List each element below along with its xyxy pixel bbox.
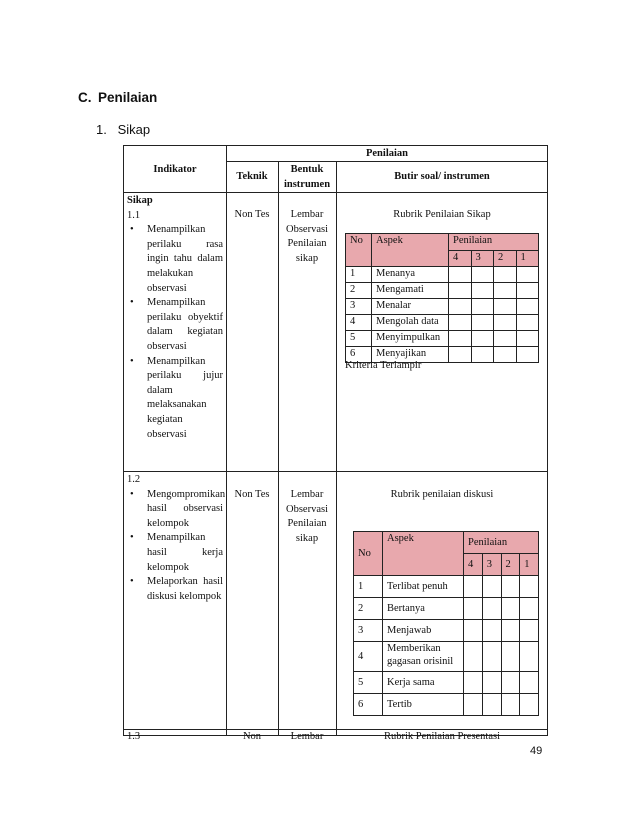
score-cell <box>482 672 501 694</box>
rubric-header-penilaian: Penilaian <box>464 532 539 554</box>
teknik-cell: Non Tes <box>234 209 270 220</box>
score-cell <box>471 283 494 299</box>
score-cell <box>464 694 483 716</box>
score-cell <box>494 299 517 315</box>
score-4: 4 <box>449 251 472 267</box>
score-cell <box>520 576 539 598</box>
rubric-aspek: Kerja sama <box>383 672 464 694</box>
rubric-no: 4 <box>354 642 383 672</box>
rubric-no: 3 <box>346 299 372 315</box>
score-cell <box>501 672 520 694</box>
bentuk-cell: Lembar Observasi Penilaian sikap <box>286 489 328 544</box>
rubric-no: 2 <box>346 283 372 299</box>
rubric-aspek: Menyimpulkan <box>372 331 449 347</box>
score-cell <box>449 315 472 331</box>
bentuk-cell: Lembar <box>290 731 324 742</box>
score-3: 3 <box>471 251 494 267</box>
rubric-title: Rubrik penilaian diskusi <box>390 489 494 500</box>
indikator-item: • Mengompromikan hasil observasi kelompok <box>127 488 223 532</box>
teknik-cell: Non Tes <box>234 489 270 500</box>
section-heading <box>78 90 157 105</box>
subsection-heading <box>96 122 150 137</box>
rubric-no: 4 <box>346 315 372 331</box>
bentuk-cell: Lembar Observasi Penilaian sikap <box>286 209 328 264</box>
rubric-header-penilaian: Penilaian <box>449 234 539 251</box>
rubric-aspek: Mengamati <box>372 283 449 299</box>
rubric-table-diskusi <box>353 531 539 716</box>
rubric-no: 1 <box>346 267 372 283</box>
score-cell <box>501 694 520 716</box>
score-cell <box>520 672 539 694</box>
score-cell <box>520 694 539 716</box>
score-cell <box>471 315 494 331</box>
indikator-code: 1.1 <box>127 209 141 221</box>
column-divider <box>226 146 227 736</box>
score-cell <box>464 620 483 642</box>
score-cell <box>464 598 483 620</box>
score-cell <box>471 331 494 347</box>
sikap-label: Sikap <box>127 195 153 206</box>
indikator-item: • Menampilkan hasil kerja kelompok <box>127 531 223 575</box>
rubric-aspek: Bertanya <box>383 598 464 620</box>
header-bentuk: Bentuk instrumen <box>283 164 331 190</box>
section-letter: C. <box>78 90 92 105</box>
rubric-aspek: Mengolah data <box>372 315 449 331</box>
score-cell <box>516 315 539 331</box>
score-cell <box>494 283 517 299</box>
score-4: 4 <box>464 554 483 576</box>
score-cell <box>501 642 520 672</box>
rubric-aspek: Terlibat penuh <box>383 576 464 598</box>
score-cell <box>520 598 539 620</box>
indikator-item: • Melaporkan hasil diskusi kelompok <box>127 575 223 604</box>
score-cell <box>464 576 483 598</box>
rubric-aspek: Memberikan gagasan orisinil <box>383 642 464 672</box>
score-cell <box>482 598 501 620</box>
header-teknik: Teknik <box>236 171 268 182</box>
score-cell <box>482 694 501 716</box>
rubric-no: 1 <box>354 576 383 598</box>
indikator-list <box>127 488 226 605</box>
column-divider <box>336 161 337 736</box>
score-cell <box>494 315 517 331</box>
rubric-no: 5 <box>354 672 383 694</box>
score-3: 3 <box>482 554 501 576</box>
score-cell <box>449 331 472 347</box>
score-cell <box>520 642 539 672</box>
rubric-no: 2 <box>354 598 383 620</box>
assessment-table <box>123 145 548 742</box>
rubric-aspek: Menjawab <box>383 620 464 642</box>
rubric-header-aspek: Aspek <box>383 532 464 576</box>
score-cell <box>501 598 520 620</box>
score-cell <box>516 267 539 283</box>
score-cell <box>464 642 483 672</box>
score-cell <box>516 331 539 347</box>
score-cell <box>482 620 501 642</box>
indikator-item: • Menampilkan perilaku obyektif dalam kegiatan observasi <box>127 296 223 354</box>
score-cell <box>494 267 517 283</box>
indikator-list <box>127 223 223 442</box>
rubric-aspek: Menalar <box>372 299 449 315</box>
rubric-table-sikap <box>345 233 539 363</box>
score-1: 1 <box>516 251 539 267</box>
subsection-title: Sikap <box>117 122 151 137</box>
rubric-header-no: No <box>346 234 372 267</box>
indikator-cell-1-2 <box>127 473 226 604</box>
page-number: 49 <box>530 745 543 757</box>
score-cell <box>501 576 520 598</box>
score-cell <box>520 620 539 642</box>
rubric-note: Kriteria Terlampir <box>345 360 422 371</box>
indikator-item: • Menampilkan perilaku rasa ingin tahu dalam melakukan observasi <box>127 223 223 296</box>
rubric-no: 5 <box>346 331 372 347</box>
score-cell <box>494 331 517 347</box>
rubric-aspek: Tertib <box>383 694 464 716</box>
indikator-code: 1.3 <box>127 731 141 742</box>
rubric-aspek: Menyajikan <box>372 347 449 363</box>
rubric-no: 6 <box>354 694 383 716</box>
indikator-cell-1-1 <box>127 194 223 442</box>
rubric-aspek: Menanya <box>372 267 449 283</box>
score-2: 2 <box>494 251 517 267</box>
score-cell <box>471 267 494 283</box>
score-cell <box>471 299 494 315</box>
score-cell <box>449 283 472 299</box>
section-title: Penilaian <box>98 90 158 105</box>
score-cell <box>449 267 472 283</box>
indikator-item: • Menampilkan perilaku jujur dalam melaksanakan kegiatan observasi <box>127 355 223 443</box>
teknik-cell: Non <box>242 731 262 742</box>
score-cell <box>449 299 472 315</box>
rubric-no: 3 <box>354 620 383 642</box>
score-1: 1 <box>520 554 539 576</box>
subsection-number: 1. <box>96 122 107 137</box>
score-cell <box>464 672 483 694</box>
score-cell <box>516 299 539 315</box>
score-cell <box>482 576 501 598</box>
score-2: 2 <box>501 554 520 576</box>
rubric-title: Rubrik Penilaian Sikap <box>393 209 491 220</box>
score-cell <box>482 642 501 672</box>
rubric-header-aspek: Aspek <box>372 234 449 267</box>
header-indikator: Indikator <box>153 164 197 175</box>
header-butir: Butir soal/ instrumen <box>394 171 490 182</box>
header-penilaian: Penilaian <box>365 148 408 159</box>
rubric-title: Rubrik Penilaian Presentasi <box>383 731 501 742</box>
column-divider <box>278 161 279 736</box>
indikator-code: 1.2 <box>127 474 141 485</box>
score-cell <box>501 620 520 642</box>
rubric-header-no: No <box>354 532 383 576</box>
rubric-no: 6 <box>346 347 372 363</box>
score-cell <box>516 283 539 299</box>
